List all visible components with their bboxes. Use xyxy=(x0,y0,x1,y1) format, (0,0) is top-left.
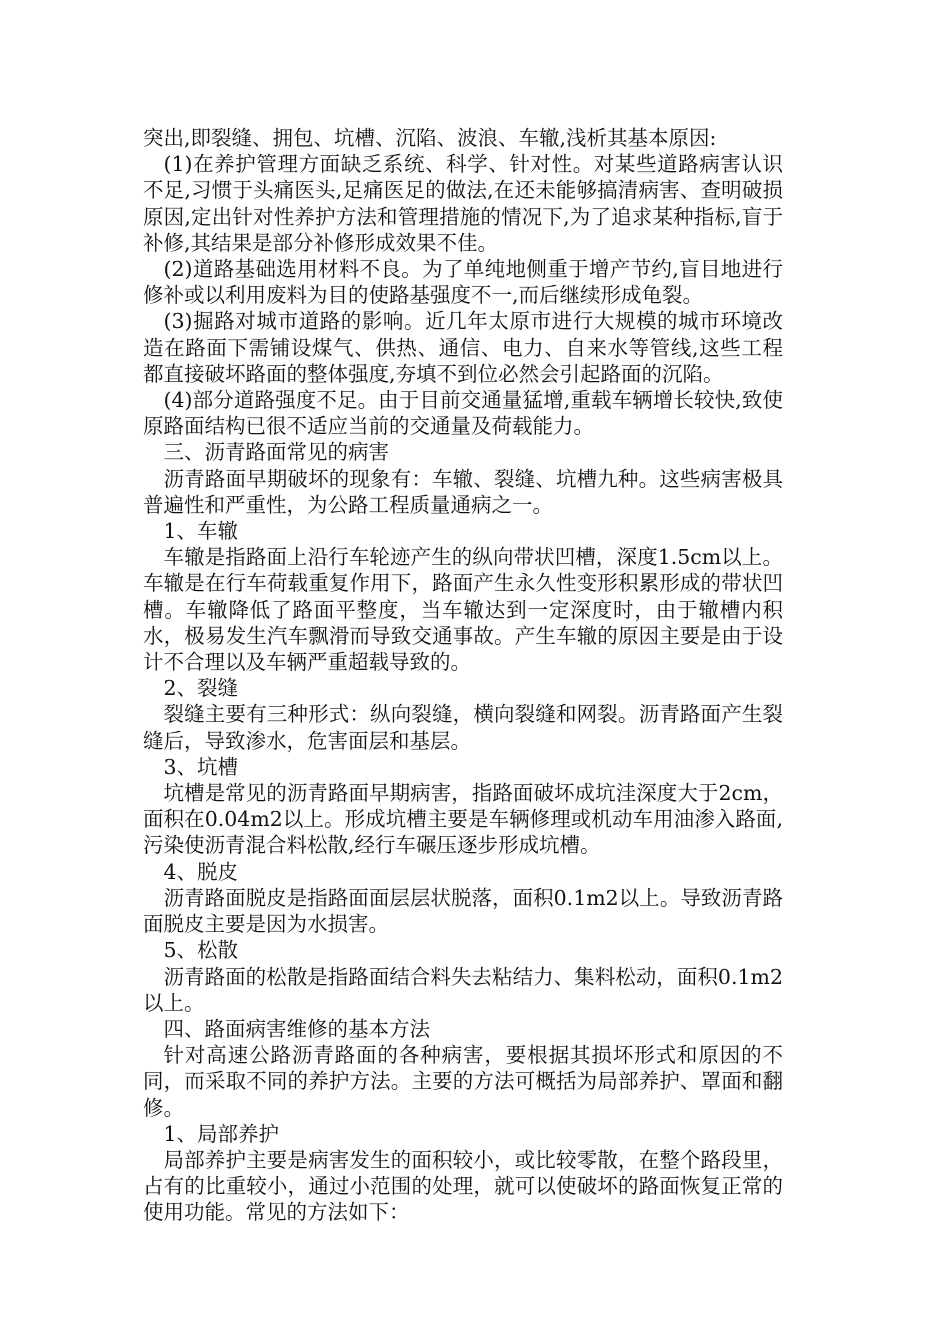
subsection-heading: 3、坑槽 xyxy=(163,754,239,779)
paragraph: 车辙是指路面上沿行车轮迹产生的纵向带状凹槽，深度1.5cm以上。车辙是在行车荷载重复作用下，路面产生永久性变形积累形成的带状凹槽。车辙降低了路面平整度，当车辙达到一定深度时，由于辙槽内积水，极易发生汽车飘滑而导致交通事故。产生车辙的原因主要是由于设计不合理以及车辆严重超载导致的。 xyxy=(143,545,783,675)
paragraph: 裂缝主要有三种形式：纵向裂缝，横向裂缝和网裂。沥青路面产生裂缝后，导致渗水，危害面层和基层。 xyxy=(143,702,783,753)
subsection-heading: 5、松散 xyxy=(163,938,239,963)
paragraph: 沥青路面脱皮是指路面面层层状脱落，面积0.1m2以上。导致沥青路面脱皮主要是因为水损害。 xyxy=(143,885,783,937)
subsection-heading: 1、车辙 xyxy=(163,519,239,544)
paragraph: (4)部分道路强度不足。由于目前交通量猛增,重载车辆增长较快,致使原路面结构已很不适应当前的交通量及荷载能力。 xyxy=(143,388,783,439)
paragraph: (1)在养护管理方面缺乏系统、科学、针对性。对某些道路病害认识不足,习惯于头痛医头,足痛医足的做法,在还未能够搞清病害、查明破损原因,定出针对性养护方法和管理措施的情况下,为了追求某种指标,盲于补修,其结果是部分补修形成效果不佳。 xyxy=(143,152,783,255)
paragraph: 针对高速公路沥青路面的各种病害，要根据其损坏形式和原因的不同，而采取不同的养护方法。主要的方法可概括为局部养护、罩面和翻修。 xyxy=(143,1043,783,1120)
paragraph: 突出,即裂缝、拥包、坑槽、沉陷、波浪、车辙,浅析其基本原因: xyxy=(143,126,717,150)
subsection-heading: 4、脱皮 xyxy=(163,859,239,884)
subsection-heading: 2、裂缝 xyxy=(163,676,239,701)
subsection-heading: 1、局部养护 xyxy=(163,1121,280,1146)
paragraph: 坑槽是常见的沥青路面早期病害，指路面破坏成坑洼深度大于2cm，面积在0.04m2以上。形成坑槽主要是车辆修理或机动车用油渗入路面,污染使沥青混合料松散,经行车碾压逐步形成坑槽。 xyxy=(143,781,783,858)
document-body xyxy=(143,125,783,1226)
paragraph: (2)道路基础选用材料不良。为了单纯地侧重于增产节约,盲目地进行修补或以利用废料为目的使路基强度不一,而后继续形成龟裂。 xyxy=(143,257,783,308)
paragraph: 沥青路面的松散是指路面结合料失去粘结力、集料松动，面积0.1m2以上。 xyxy=(143,964,783,1015)
section-heading: 四、路面病害维修的基本方法 xyxy=(163,1016,430,1041)
paragraph: 局部养护主要是病害发生的面积较小，或比较零散，在整个路段里，占有的比重较小，通过小范围的处理，就可以使破坏的路面恢复正常的使用功能。常见的方法如下： xyxy=(143,1147,783,1225)
section-heading: 三、沥青路面常见的病害 xyxy=(163,440,389,465)
paragraph: 沥青路面早期破坏的现象有：车辙、裂缝、坑槽九种。这些病害极具普遍性和严重性，为公路工程质量通病之一。 xyxy=(143,466,783,517)
paragraph: (3)掘路对城市道路的影响。近几年太原市进行大规模的城市环境改造在路面下需铺设煤气、供热、通信、电力、自来水等管线,这些工程都直接破坏路面的整体强度,夯填不到位必然会引起路面的沉陷。 xyxy=(143,309,783,386)
